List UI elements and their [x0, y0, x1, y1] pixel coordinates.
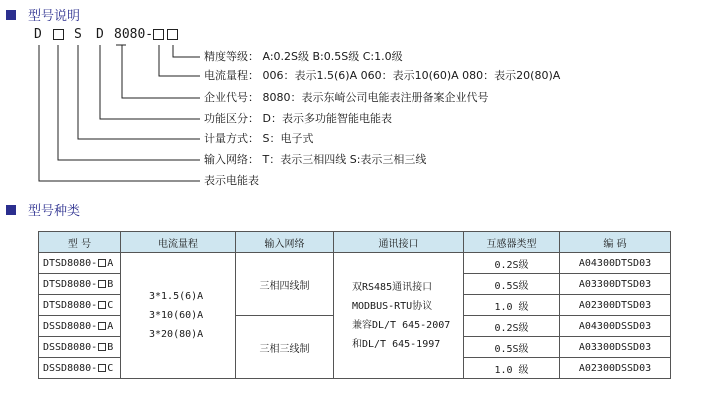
model-cell: [39, 337, 121, 358]
network-cell: 三相三线制: [236, 316, 334, 379]
model-prefix: DTSD8080-: [43, 257, 98, 269]
header-comm: 通讯接口: [334, 232, 464, 253]
header-code: 编 码: [560, 232, 671, 253]
comm-item: MODBUS-RTU协议: [352, 300, 433, 312]
model-suffix: A: [107, 320, 114, 332]
code-letter-d: D: [96, 27, 104, 42]
ct-type-cell: 0.2S级: [464, 253, 560, 274]
model-cell: [39, 274, 121, 295]
code-cell: A02300DTSD03: [560, 295, 671, 316]
placeholder-box: [98, 343, 106, 351]
desc-enterprise-code: 企业代号： 8080：表示东崎公司电能表注册备案企业代号: [204, 91, 489, 104]
code-cell: A02300DSSD03: [560, 358, 671, 379]
code-cell: A03300DSSD03: [560, 337, 671, 358]
model-suffix: B: [107, 341, 114, 353]
placeholder-box: [98, 322, 106, 330]
code-number: 8080-: [114, 27, 154, 42]
desc-current-range: 电流量程： 006：表示1.5(6)A 060：表示10(60)A 080：表示20(80)A: [204, 69, 561, 82]
comm-list: [334, 278, 463, 354]
code-cell: A04300DSSD03: [560, 316, 671, 337]
desc-accuracy: 精度等级： A:0.2S级 B:0.5S级 C:1.0级: [204, 50, 403, 63]
current-range-item: 3*10(60)A: [149, 310, 204, 321]
model-suffix: C: [107, 362, 114, 374]
desc-function: 功能区分： D：表示多功能智能电能表: [204, 112, 392, 125]
ct-type-cell: 1.0 级: [464, 295, 560, 316]
current-range-list: [121, 287, 235, 344]
model-prefix: DTSD8080-: [43, 299, 98, 311]
comm-item: 双RS485通讯接口: [352, 281, 433, 293]
model-cell: [39, 316, 121, 337]
section-title: 型号种类: [28, 204, 81, 219]
model-prefix: DSSD8080-: [43, 341, 98, 353]
comm-item: 兼容DL/T 645-2007: [352, 319, 451, 331]
network-cell: 三相四线制: [236, 253, 334, 316]
desc-network: 输入网络： T：表示三相四线 S:表示三相三线: [204, 153, 427, 166]
code-letter-s: S: [74, 27, 82, 42]
header-model: 型 号: [39, 232, 121, 253]
code-cell: A04300DTSD03: [560, 253, 671, 274]
ct-type-cell: 0.5S级: [464, 337, 560, 358]
placeholder-box: [98, 280, 106, 288]
desc-meter: 表示电能表: [204, 174, 259, 187]
bullet-square-icon: [6, 205, 16, 215]
model-suffix: B: [107, 278, 114, 290]
desc-metering: 计量方式： S：电子式: [204, 132, 314, 145]
section-header-model-types: [6, 200, 80, 219]
comm-item: 和DL/T 645-1997: [352, 338, 441, 350]
ct-type-cell: 0.5S级: [464, 274, 560, 295]
placeholder-box: [98, 364, 106, 372]
model-prefix: DSSD8080-: [43, 362, 98, 374]
placeholder-box: [98, 259, 106, 267]
model-cell: [39, 253, 121, 274]
header-current-range: 电流量程: [121, 232, 236, 253]
table-row: [39, 253, 671, 274]
ct-type-cell: 0.2S级: [464, 316, 560, 337]
code-letter-d: D: [34, 27, 42, 42]
model-prefix: DSSD8080-: [43, 320, 98, 332]
model-prefix: DTSD8080-: [43, 278, 98, 290]
current-range-item: 3*20(80)A: [149, 329, 204, 340]
code-cell: A03300DTSD03: [560, 274, 671, 295]
ct-type-cell: 1.0 级: [464, 358, 560, 379]
current-range-item: 3*1.5(6)A: [149, 291, 204, 302]
model-suffix: A: [107, 257, 114, 269]
model-cell: [39, 358, 121, 379]
model-suffix: C: [107, 299, 114, 311]
table-header-row: [39, 232, 671, 253]
model-cell: [39, 295, 121, 316]
header-ct-type: 互感器类型: [464, 232, 560, 253]
model-table: [38, 231, 671, 379]
current-range-cell: [121, 253, 236, 379]
section-title: 型号说明: [28, 9, 81, 24]
header-network: 输入网络: [236, 232, 334, 253]
comm-cell: [334, 253, 464, 379]
placeholder-box: [98, 301, 106, 309]
